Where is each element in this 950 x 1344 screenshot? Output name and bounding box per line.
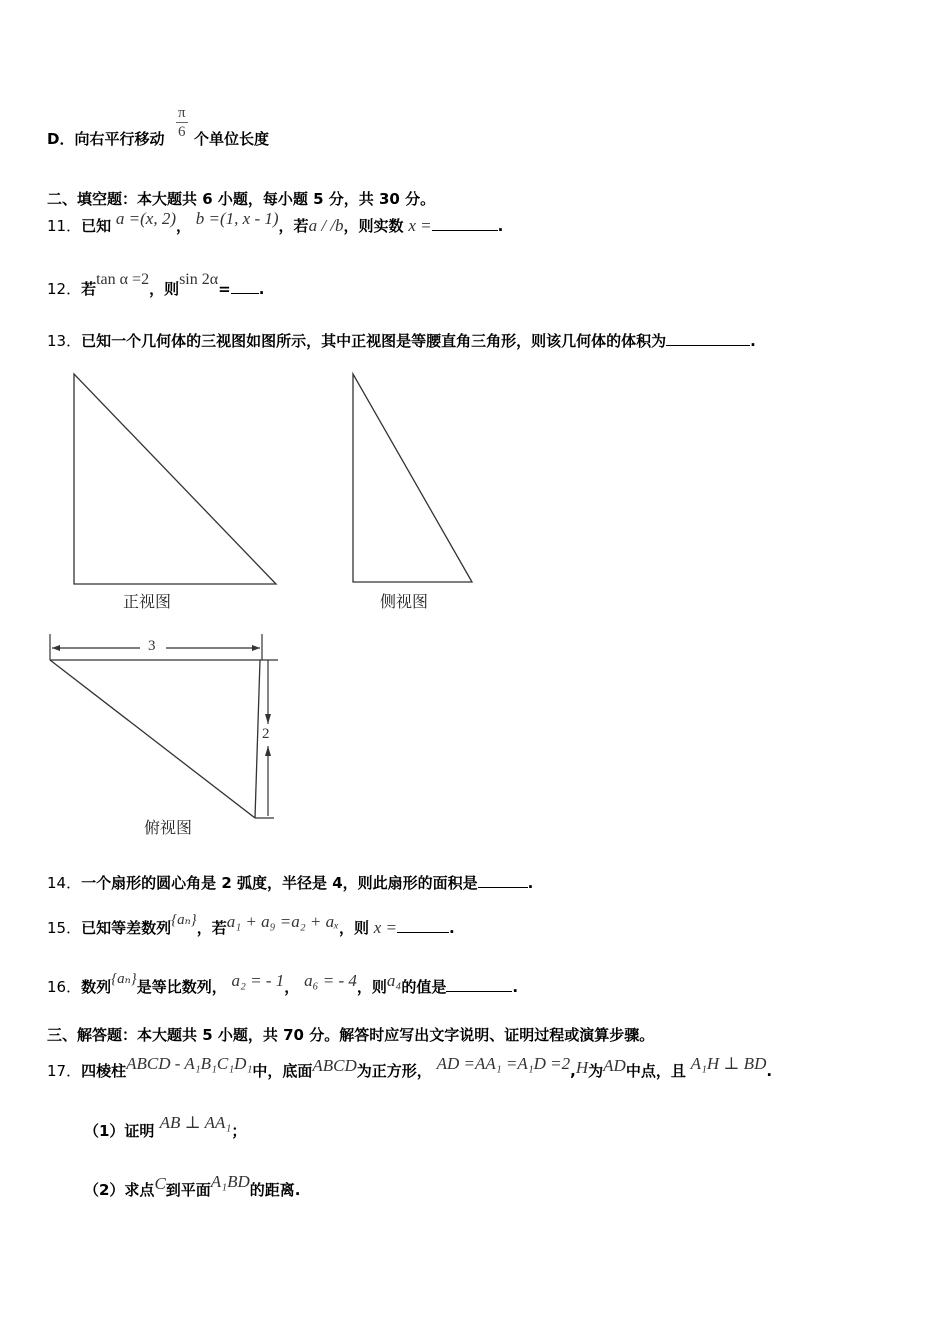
q16-text-4: ，则 [356, 978, 387, 996]
q11-text-1: 已知 [81, 217, 112, 235]
q17-part-1-label: （1）证明 [84, 1122, 155, 1140]
q16-answer-blank [446, 977, 512, 992]
q16-number: 16． [47, 978, 82, 996]
question-16 [47, 971, 519, 997]
top-view-hypotenuse [50, 660, 255, 818]
q15-math-seq: {aₙ} [171, 912, 197, 928]
side-view-triangle [353, 374, 472, 582]
option-d-label: D． [47, 130, 75, 148]
q15-math-equation: a₁ + a₉ =a₂ + aₓ [226, 912, 339, 931]
q12-math-tan: tan α =2 [96, 271, 150, 288]
q17-math-ad: AD [603, 1056, 626, 1075]
q12-number: 12． [47, 280, 82, 298]
q16-text-1: 数列 [81, 978, 112, 996]
q12-text-2: ，则 [149, 280, 180, 298]
q17-end: . [766, 1062, 773, 1080]
front-view-triangle [74, 374, 276, 584]
q11-math-a: a =(x, 2) [115, 209, 176, 228]
section-3-header: 三、解答题：本大题共 5 小题，共 70 分。解答时应写出文字说明、证明过程或演算步骤。 [47, 1026, 655, 1044]
fraction-denominator: 6 [178, 124, 186, 140]
q17-part-2-plane: A₁BD [210, 1172, 250, 1191]
front-view-label: 正视图 [123, 592, 172, 611]
q17-part-1 [84, 1113, 247, 1141]
q13-number: 13． [47, 332, 82, 350]
q17-part-2-label: （2）求点 [84, 1181, 155, 1199]
option-d-suffix: 个单位长度 [194, 130, 270, 148]
q16-math-seq: {aₙ} [111, 971, 137, 987]
q17-math-prism: ABCD - A₁B₁C₁D₁ [126, 1054, 253, 1073]
q17-text-6: 中点，且 [625, 1062, 686, 1080]
width-dimension-label: 3 [148, 638, 156, 654]
section-2-header: 二、填空题：本大题共 6 小题，每小题 5 分，共 30 分。 [47, 190, 436, 208]
q15-math-x: x = [373, 918, 398, 937]
q17-math-perp: A₁H ⊥ BD [690, 1054, 767, 1073]
q17-text-5: 为 [588, 1062, 604, 1080]
q17-text-4: , [570, 1062, 576, 1080]
top-view-drawing [50, 634, 278, 818]
q17-math-base: ABCD [312, 1056, 357, 1075]
q16-math-a4: a₄ [386, 971, 402, 990]
q16-end: . [512, 978, 519, 996]
q15-end: . [449, 919, 455, 937]
q16-math-a2: a₂ = - 1 [231, 971, 285, 990]
q17-part-1-math: AB ⊥ AA₁ [159, 1113, 232, 1132]
q15-text-2: ，若 [196, 919, 227, 937]
q15-text-3: ，则 [338, 919, 369, 937]
q16-text-2: 是等比数列， [136, 978, 227, 996]
q12-end: . [258, 280, 265, 298]
q17-math-h: H [575, 1058, 589, 1077]
q11-math-b: b =(1, x - 1) [195, 209, 279, 228]
top-view-label: 俯视图 [144, 818, 193, 837]
height-arrow-top [265, 714, 271, 724]
q13-text: 已知一个几何体的三视图如图所示，其中正视图是等腰直角三角形，则该几何体的体积为 [81, 332, 667, 350]
q17-part-2-text-2: 的距离. [249, 1181, 301, 1199]
q11-math-parallel: a / /b [308, 216, 344, 235]
q11-text-4: ，则实数 [343, 217, 404, 235]
q11-end: . [497, 217, 504, 235]
q17-math-lengths: AD =AA₁ =A₁D =2 [436, 1054, 571, 1073]
height-arrow-bottom [265, 746, 271, 756]
q16-text-3: ， [284, 978, 300, 996]
q14-answer-blank [478, 873, 528, 888]
q12-math-sin: sin 2α [179, 271, 219, 288]
q15-text-1: 已知等差数列 [81, 919, 172, 937]
q17-text-3: 为正方形， [356, 1062, 432, 1080]
q17-number: 17． [47, 1062, 82, 1080]
q17-text-2: 中，底面 [252, 1062, 313, 1080]
q12-text-1: 若 [81, 280, 97, 298]
q17-part-2-point-c: C [154, 1174, 166, 1193]
q11-math-x: x = [408, 216, 432, 235]
q14-text: 一个扇形的圆心角是 2 弧度，半径是 4，则此扇形的面积是 [81, 874, 478, 892]
q14-end: . [527, 874, 534, 892]
q14-number: 14． [47, 874, 82, 892]
q11-number: 11． [47, 217, 82, 235]
q15-number: 15． [47, 919, 82, 937]
option-d-text: 向右平行移动 [74, 130, 165, 148]
q17-text-1: 四棱柱 [81, 1062, 127, 1080]
question-15 [47, 912, 455, 938]
q17-part-2 [84, 1172, 301, 1200]
q13-end: . [750, 332, 756, 350]
width-arrow-left [52, 645, 60, 651]
top-view-right-edge [255, 660, 260, 818]
q17-part-2-text-1: 到平面 [165, 1181, 211, 1199]
question-17 [47, 1054, 773, 1081]
q11-text-3: ，若 [278, 217, 309, 235]
fraction-numerator: π [178, 105, 186, 121]
height-dimension-label: 2 [262, 726, 270, 742]
q15-answer-blank [397, 918, 449, 933]
side-view-label: 侧视图 [380, 592, 429, 611]
q16-text-5: 的值是 [401, 978, 447, 996]
q16-math-a6: a₆ = - 4 [304, 971, 357, 990]
width-arrow-right [252, 645, 260, 651]
question-14 [47, 872, 533, 893]
q17-part-1-end: ； [231, 1122, 247, 1140]
q12-equals: = [218, 280, 231, 298]
q11-text-2: ， [175, 217, 191, 235]
